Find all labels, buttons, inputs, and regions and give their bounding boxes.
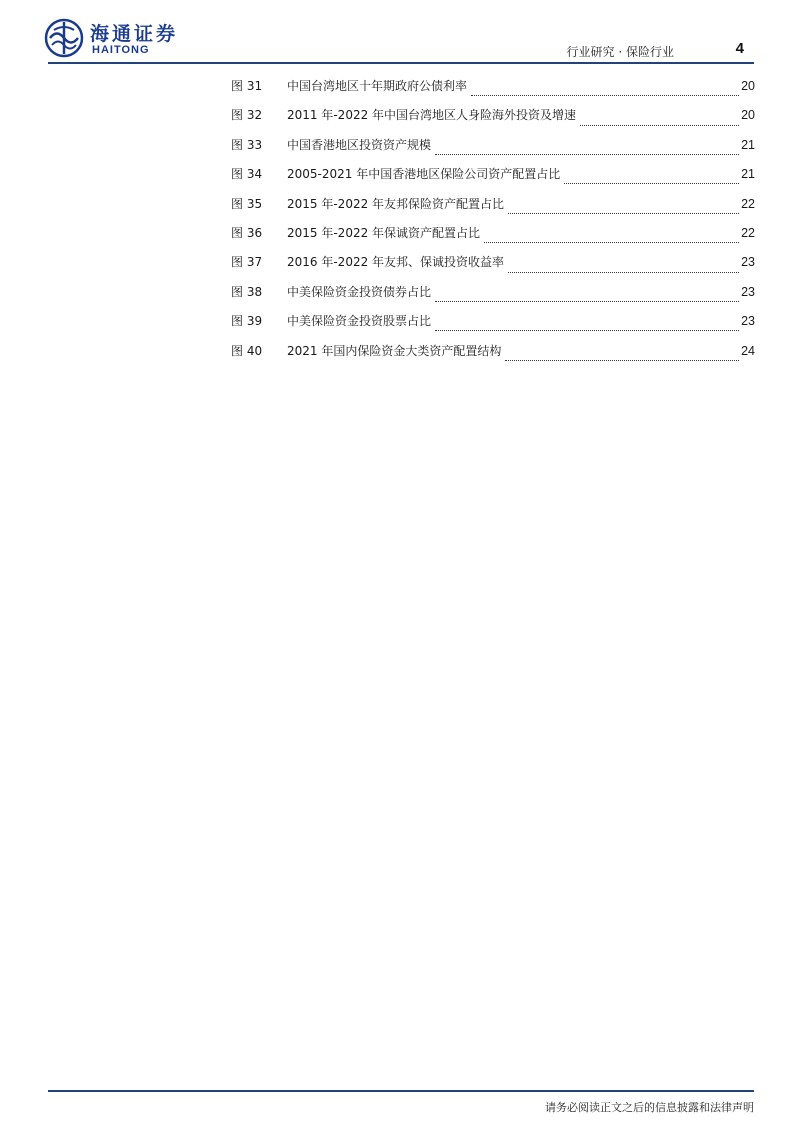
figure-number: 图 40 <box>231 343 263 358</box>
toc-entry[interactable] <box>231 253 755 282</box>
figure-list <box>231 77 755 371</box>
figure-title: 2011 年-2022 年中国台湾地区人身险海外投资及增速 <box>287 108 577 123</box>
page-reference: 21 <box>741 167 755 182</box>
haitong-emblem-icon <box>44 18 84 58</box>
page-reference: 23 <box>741 314 755 329</box>
logo-english: HAITONG <box>92 44 150 56</box>
toc-entry[interactable] <box>231 312 755 341</box>
toc-entry[interactable] <box>231 77 755 106</box>
section-title: 行业研究 · 保险行业 <box>566 45 674 59</box>
toc-entry[interactable] <box>231 165 755 194</box>
page-reference: 23 <box>741 255 755 270</box>
page-reference: 22 <box>741 196 755 211</box>
dot-leader <box>505 360 739 361</box>
figure-number: 图 38 <box>231 284 263 299</box>
figure-title: 中美保险资金投资债券占比 <box>287 284 432 299</box>
figure-title: 2021 年国内保险资金大类资产配置结构 <box>287 343 502 358</box>
dot-leader <box>435 301 739 302</box>
figure-title: 2016 年-2022 年友邦、保诚投资收益率 <box>287 255 505 270</box>
toc-entry[interactable] <box>231 342 755 371</box>
page-number: 4 <box>735 40 744 57</box>
figure-number: 图 33 <box>231 137 263 152</box>
toc-entry[interactable] <box>231 106 755 135</box>
figure-title: 2005-2021 年中国香港地区保险公司资产配置占比 <box>287 167 561 182</box>
page-reference: 21 <box>741 137 755 152</box>
figure-number: 图 31 <box>231 79 263 93</box>
page-reference: 20 <box>741 108 755 123</box>
figure-number: 图 36 <box>231 225 263 240</box>
logo-chinese: 海通证券 <box>90 23 179 45</box>
page-reference: 24 <box>741 343 755 358</box>
dot-leader <box>508 272 739 273</box>
toc-entry[interactable] <box>231 195 755 224</box>
figure-title: 2015 年-2022 年保诚资产配置占比 <box>287 225 481 240</box>
dot-leader <box>508 213 739 214</box>
page-reference: 20 <box>741 79 755 93</box>
toc-entry[interactable] <box>231 224 755 253</box>
dot-leader <box>471 95 739 96</box>
dot-leader <box>580 125 739 126</box>
figure-number: 图 37 <box>231 255 263 270</box>
toc-entry[interactable] <box>231 136 755 165</box>
figure-title: 中国台湾地区十年期政府公债利率 <box>287 79 468 93</box>
figure-number: 图 35 <box>231 196 263 211</box>
footer-disclaimer: 请务必阅读正文之后的信息披露和法律声明 <box>545 1101 754 1114</box>
header-divider <box>48 62 754 64</box>
footer-divider <box>48 1090 754 1092</box>
dot-leader <box>564 183 739 184</box>
figure-number: 图 34 <box>231 167 263 182</box>
dot-leader <box>435 154 739 155</box>
figure-title: 中国香港地区投资资产规模 <box>287 137 432 152</box>
figure-number: 图 32 <box>231 108 263 123</box>
haitong-logo <box>44 18 194 62</box>
figure-number: 图 39 <box>231 314 263 329</box>
figure-title: 2015 年-2022 年友邦保险资产配置占比 <box>287 196 505 211</box>
dot-leader <box>484 242 739 243</box>
page-reference: 23 <box>741 284 755 299</box>
page-reference: 22 <box>741 225 755 240</box>
figure-title: 中美保险资金投资股票占比 <box>287 314 432 329</box>
toc-entry[interactable] <box>231 283 755 312</box>
dot-leader <box>435 330 739 331</box>
